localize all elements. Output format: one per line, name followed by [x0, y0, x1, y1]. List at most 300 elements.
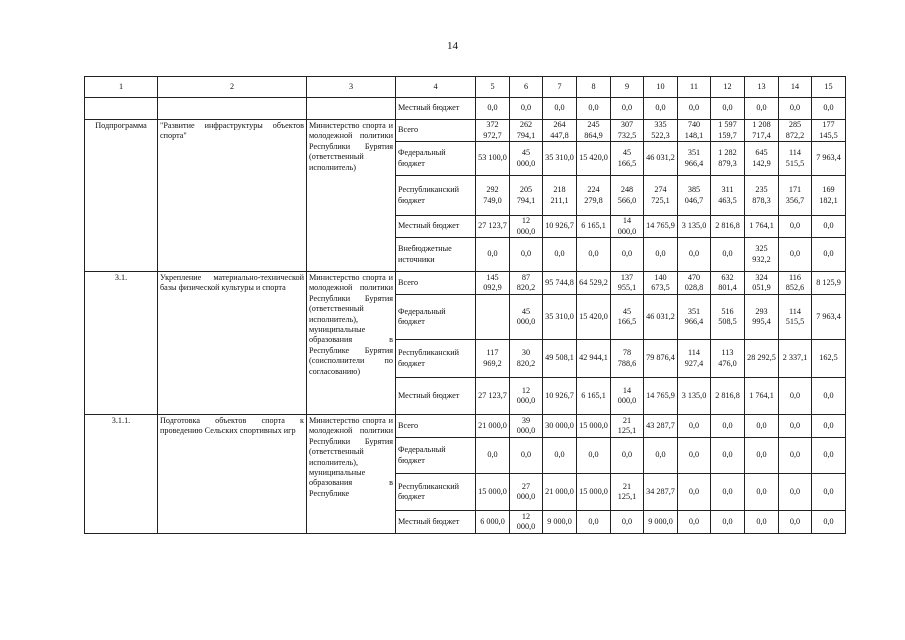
value-text: 0,0: [823, 221, 834, 231]
value-cell: [678, 438, 711, 474]
value-text: 0,0: [655, 249, 666, 259]
value-cell: [812, 511, 846, 534]
value-text: 6 000,0: [480, 516, 505, 526]
value-cell: [711, 142, 745, 176]
value-text: 64 529,2: [579, 277, 608, 287]
value-text: 1 764,1: [749, 221, 774, 231]
value-text: 6 165,1: [581, 221, 606, 231]
value-text: 0,0: [789, 516, 801, 526]
value-text: 46 031,2: [646, 153, 675, 163]
value-cell: [678, 295, 711, 340]
value-cell: [644, 238, 678, 272]
value-cell: [611, 415, 644, 438]
value-text: 21 125,1: [617, 415, 637, 435]
value-cell: [678, 415, 711, 438]
value-cell: [711, 216, 745, 238]
value-text: 35 310,0: [545, 153, 574, 163]
value-cell: [644, 511, 678, 534]
value-cell: [644, 438, 678, 474]
value-cell: [644, 272, 678, 295]
funding-source-cell: Местный бюджет: [396, 216, 476, 238]
value-cell: [644, 378, 678, 415]
value-text: 0,0: [588, 450, 599, 460]
funding-source-cell: Республиканский бюджет: [396, 340, 476, 378]
header-cell: 3: [307, 77, 396, 98]
item-number-cell: [85, 98, 158, 120]
value-cell: [510, 176, 543, 216]
value-cell: [745, 142, 779, 176]
value-cell: [476, 120, 510, 142]
value-cell: [812, 295, 846, 340]
value-cell: [745, 98, 779, 120]
value-cell: [812, 272, 846, 295]
value-text: 0,0: [688, 486, 700, 496]
executor-cell: Министерство спорта и молодежной политики Республики Бурятия (ответственный исполнитель): [307, 120, 396, 272]
value-text: 28 292,5: [747, 353, 776, 363]
value-cell: [678, 142, 711, 176]
value-text: 3 135,0: [681, 221, 707, 231]
value-text: 0,0: [789, 103, 801, 113]
value-cell: [711, 340, 745, 378]
value-text: 0,0: [722, 516, 733, 526]
value-text: 43 287,7: [646, 420, 675, 430]
value-cell: [577, 120, 611, 142]
value-cell: [711, 295, 745, 340]
value-cell: [678, 378, 711, 415]
value-cell: [577, 340, 611, 378]
value-text: 95 744,8: [545, 277, 574, 287]
funding-source-cell: Федеральный бюджет: [396, 438, 476, 474]
value-cell: [812, 216, 846, 238]
value-cell: [812, 415, 846, 438]
value-text: 79 876,4: [646, 353, 675, 363]
funding-source-cell: Федеральный бюджет: [396, 295, 476, 340]
value-cell: [779, 511, 812, 534]
value-text: 177 145,5: [819, 120, 838, 140]
value-text: 114 515,5: [785, 148, 805, 168]
value-text: 516 508,5: [718, 306, 737, 326]
value-cell: [745, 474, 779, 511]
value-text: 46 031,2: [646, 311, 675, 321]
value-text: 14 000,0: [617, 385, 637, 405]
value-text: 262 794,1: [516, 120, 536, 140]
value-text: 0,0: [823, 103, 834, 113]
value-cell: [611, 272, 644, 295]
value-text: 21 000,0: [545, 486, 574, 496]
funding-source-cell: Всего: [396, 415, 476, 438]
value-cell: [812, 238, 846, 272]
budget-table: [84, 76, 846, 534]
value-cell: [611, 216, 644, 238]
value-text: 0,0: [823, 450, 834, 460]
item-number-cell: 3.1.1.: [85, 415, 158, 534]
value-cell: [779, 272, 812, 295]
value-cell: [611, 511, 644, 534]
value-text: 0,0: [823, 390, 834, 400]
value-cell: [611, 340, 644, 378]
funding-source-cell: Внебюджетные источники: [396, 238, 476, 272]
value-text: 14 765,9: [646, 221, 675, 231]
value-cell: [812, 142, 846, 176]
value-text: 0,0: [554, 249, 565, 259]
value-cell: [476, 511, 510, 534]
value-cell: [812, 120, 846, 142]
value-cell: [779, 120, 812, 142]
header-cell: 6: [510, 77, 543, 98]
value-text: 12 000,0: [516, 511, 536, 531]
value-cell: [510, 378, 543, 415]
value-cell: [476, 474, 510, 511]
funding-source-cell: Местный бюджет: [396, 378, 476, 415]
value-cell: [543, 216, 577, 238]
value-cell: [476, 340, 510, 378]
value-cell: [476, 415, 510, 438]
value-text: 0,0: [789, 420, 801, 430]
item-number-cell: 3.1.: [85, 272, 158, 415]
value-text: 45 000,0: [516, 306, 536, 326]
value-text: 740 148,1: [684, 120, 704, 140]
header-cell: 10: [644, 77, 678, 98]
header-cell: 13: [745, 77, 779, 98]
value-text: 114 927,4: [684, 348, 704, 368]
value-text: 6 165,1: [581, 390, 606, 400]
value-cell: [476, 272, 510, 295]
value-cell: [611, 120, 644, 142]
value-text: 114 515,5: [785, 306, 805, 326]
value-cell: [779, 415, 812, 438]
value-text: 0,0: [487, 103, 498, 113]
header-cell: 5: [476, 77, 510, 98]
value-text: 0,0: [487, 450, 498, 460]
value-cell: [644, 474, 678, 511]
executor-cell: Министерство спорта и молодежной политики Республики Бурятия (ответственный исполнитель), муниципальные образования в Республике: [307, 415, 396, 534]
value-cell: [711, 120, 745, 142]
executor-cell: Министерство спорта и молодежной политики Республики Бурятия (ответственный исполнитель), муниципальные образования в Республике Бурятия (соисполнители по согласованию): [307, 272, 396, 415]
value-text: 218 211,1: [550, 185, 569, 205]
value-text: 351 966,4: [684, 306, 704, 326]
value-cell: [644, 98, 678, 120]
funding-source-cell: Всего: [396, 272, 476, 295]
value-cell: [711, 438, 745, 474]
value-cell: [745, 415, 779, 438]
value-text: 162,5: [819, 353, 838, 363]
value-text: 1 282 879,3: [718, 148, 737, 168]
value-text: 1 764,1: [749, 390, 774, 400]
value-cell: [611, 378, 644, 415]
value-cell: [678, 340, 711, 378]
value-cell: [577, 438, 611, 474]
value-text: 87 820,2: [516, 272, 536, 292]
value-cell: [644, 120, 678, 142]
value-text: 3 135,0: [681, 390, 707, 400]
value-text: 0,0: [487, 249, 498, 259]
value-text: 235 878,3: [752, 185, 771, 205]
value-cell: [745, 176, 779, 216]
value-cell: [745, 511, 779, 534]
value-text: 0,0: [789, 450, 801, 460]
value-text: 0,0: [789, 249, 801, 259]
value-cell: [678, 98, 711, 120]
value-text: 9 000,0: [648, 516, 673, 526]
value-cell: [611, 98, 644, 120]
value-text: 171 356,7: [785, 185, 805, 205]
header-cell: 14: [779, 77, 812, 98]
value-cell: [711, 272, 745, 295]
value-cell: [577, 415, 611, 438]
value-cell: [476, 98, 510, 120]
value-cell: [779, 340, 812, 378]
value-cell: [543, 511, 577, 534]
value-text: 0,0: [823, 516, 834, 526]
value-cell: [543, 98, 577, 120]
value-text: 0,0: [756, 103, 767, 113]
value-cell: [678, 474, 711, 511]
value-text: 293 995,4: [752, 306, 771, 326]
value-text: 137 955,1: [617, 272, 637, 292]
value-cell: [543, 340, 577, 378]
value-text: 27 123,7: [478, 221, 507, 231]
value-cell: [812, 98, 846, 120]
value-text: 0,0: [554, 450, 565, 460]
value-cell: [510, 438, 543, 474]
value-text: 224 279,8: [584, 185, 603, 205]
value-text: 8 125,9: [816, 277, 841, 287]
value-text: 12 000,0: [516, 216, 536, 236]
value-text: 385 046,7: [684, 185, 704, 205]
page-number: 14: [447, 40, 458, 52]
value-text: 7 963,4: [816, 311, 841, 321]
funding-source-cell: Местный бюджет: [396, 98, 476, 120]
value-text: 248 566,0: [617, 185, 637, 205]
value-text: 53 100,0: [478, 153, 507, 163]
value-cell: [745, 120, 779, 142]
value-cell: [611, 176, 644, 216]
value-cell: [577, 295, 611, 340]
value-cell: [711, 98, 745, 120]
value-text: 14 765,9: [646, 390, 675, 400]
value-text: 39 000,0: [516, 415, 536, 435]
value-text: 78 788,6: [617, 348, 637, 368]
value-cell: [711, 415, 745, 438]
value-text: 372 972,7: [483, 120, 502, 140]
value-text: 351 966,4: [684, 148, 704, 168]
value-text: 10 926,7: [545, 221, 574, 231]
value-text: 632 801,4: [718, 272, 737, 292]
value-cell: [779, 238, 812, 272]
value-text: 45 000,0: [516, 148, 536, 168]
value-text: 311 463,5: [718, 185, 737, 205]
header-cell: 15: [812, 77, 846, 98]
funding-source-cell: Местный бюджет: [396, 511, 476, 534]
value-text: 49 508,1: [545, 353, 574, 363]
value-cell: [577, 216, 611, 238]
value-cell: [577, 378, 611, 415]
value-text: 0,0: [722, 450, 733, 460]
value-text: 645 142,9: [752, 148, 771, 168]
header-cell: 8: [577, 77, 611, 98]
value-text: 2 816,8: [715, 221, 740, 231]
value-text: 15 000,0: [579, 486, 608, 496]
value-text: 21 000,0: [478, 420, 507, 430]
value-text: 1 208 717,4: [752, 120, 771, 140]
value-cell: [543, 272, 577, 295]
value-cell: [543, 238, 577, 272]
value-cell: [543, 474, 577, 511]
value-text: 0,0: [756, 420, 767, 430]
value-cell: [577, 238, 611, 272]
value-text: 0,0: [823, 420, 834, 430]
value-text: 0,0: [722, 420, 733, 430]
funding-source-cell: Федеральный бюджет: [396, 142, 476, 176]
value-text: 0,0: [756, 486, 767, 496]
value-text: 0,0: [688, 516, 700, 526]
value-cell: [476, 438, 510, 474]
value-cell: [779, 474, 812, 511]
value-text: 45 166,5: [617, 148, 637, 168]
value-text: 116 852,6: [785, 272, 805, 292]
value-text: 0,0: [655, 103, 666, 113]
value-text: 245 864,9: [584, 120, 603, 140]
value-cell: [476, 295, 510, 340]
value-text: 292 749,0: [483, 185, 502, 205]
value-text: 205 794,1: [516, 185, 536, 205]
value-text: 0,0: [722, 249, 733, 259]
value-cell: [611, 438, 644, 474]
value-cell: [779, 295, 812, 340]
value-cell: [543, 295, 577, 340]
value-cell: [577, 511, 611, 534]
value-cell: [510, 415, 543, 438]
value-cell: [476, 176, 510, 216]
value-cell: [577, 474, 611, 511]
value-text: 42 944,1: [579, 353, 608, 363]
header-row: [85, 77, 846, 98]
table-row: [85, 272, 846, 295]
value-cell: [644, 142, 678, 176]
value-text: 145 092,9: [483, 272, 502, 292]
value-cell: [711, 511, 745, 534]
value-cell: [779, 176, 812, 216]
value-text: 117 969,2: [483, 348, 502, 368]
value-cell: [644, 415, 678, 438]
value-text: 1 597 159,7: [718, 120, 737, 140]
value-text: 15 420,0: [579, 153, 608, 163]
value-text: 274 725,1: [651, 185, 670, 205]
value-cell: [510, 474, 543, 511]
table-row: [85, 120, 846, 142]
value-text: 0,0: [688, 103, 700, 113]
value-text: 15 000,0: [579, 420, 608, 430]
value-text: 0,0: [722, 486, 733, 496]
value-text: 0,0: [588, 249, 599, 259]
value-cell: [476, 216, 510, 238]
value-cell: [644, 176, 678, 216]
value-cell: [510, 120, 543, 142]
value-text: 35 310,0: [545, 311, 574, 321]
value-text: 285 872,2: [785, 120, 805, 140]
value-text: 10 926,7: [545, 390, 574, 400]
value-text: 335 522,3: [651, 120, 670, 140]
item-name-cell: Укрепление материально-технической базы физической культуры и спорта: [158, 272, 307, 415]
funding-source-cell: Республиканский бюджет: [396, 474, 476, 511]
value-cell: [745, 238, 779, 272]
value-text: 0,0: [554, 103, 565, 113]
header-cell: 12: [711, 77, 745, 98]
value-cell: [476, 238, 510, 272]
value-cell: [543, 415, 577, 438]
value-cell: [678, 272, 711, 295]
value-text: 15 420,0: [579, 311, 608, 321]
value-cell: [644, 216, 678, 238]
value-cell: [611, 474, 644, 511]
value-text: 0,0: [621, 103, 633, 113]
value-cell: [577, 98, 611, 120]
value-text: 12 000,0: [516, 385, 536, 405]
value-cell: [577, 272, 611, 295]
header-cell: 11: [678, 77, 711, 98]
value-cell: [678, 216, 711, 238]
value-cell: [611, 142, 644, 176]
value-text: 0,0: [688, 450, 700, 460]
value-text: 30 820,2: [516, 348, 536, 368]
value-cell: [644, 340, 678, 378]
header-cell: 1: [85, 77, 158, 98]
value-text: 21 125,1: [617, 481, 637, 501]
value-cell: [711, 378, 745, 415]
value-text: 0,0: [621, 450, 633, 460]
value-cell: [577, 176, 611, 216]
value-text: 2 816,8: [715, 390, 740, 400]
value-cell: [812, 438, 846, 474]
item-name-cell: Подготовка объектов спорта к проведению Сельских спортивных игр: [158, 415, 307, 534]
value-text: 30 000,0: [545, 420, 574, 430]
value-cell: [678, 176, 711, 216]
value-text: 0,0: [823, 249, 834, 259]
header-cell: 2: [158, 77, 307, 98]
value-text: 9 000,0: [547, 516, 572, 526]
item-number-cell: Подпрограмма: [85, 120, 158, 272]
value-cell: [745, 272, 779, 295]
value-text: 0,0: [688, 420, 700, 430]
item-name-cell: [158, 98, 307, 120]
value-cell: [543, 120, 577, 142]
header-cell: 4: [396, 77, 476, 98]
funding-source-cell: Всего: [396, 120, 476, 142]
value-text: 470 028,8: [684, 272, 704, 292]
value-text: 264 447,8: [550, 120, 569, 140]
value-cell: [510, 216, 543, 238]
value-text: 15 000,0: [478, 486, 507, 496]
value-cell: [678, 120, 711, 142]
value-text: 0,0: [756, 450, 767, 460]
value-text: 324 051,9: [752, 272, 771, 292]
value-cell: [711, 474, 745, 511]
value-cell: [611, 295, 644, 340]
header-cell: 9: [611, 77, 644, 98]
value-text: 169 182,1: [819, 185, 838, 205]
value-cell: [779, 98, 812, 120]
value-text: 113 476,0: [718, 348, 737, 368]
value-text: 0,0: [655, 450, 666, 460]
value-cell: [745, 438, 779, 474]
value-cell: [779, 378, 812, 415]
value-cell: [812, 378, 846, 415]
value-text: 45 166,5: [617, 306, 637, 326]
value-cell: [476, 378, 510, 415]
value-cell: [779, 438, 812, 474]
value-text: 0,0: [588, 103, 599, 113]
value-text: 0,0: [520, 249, 532, 259]
